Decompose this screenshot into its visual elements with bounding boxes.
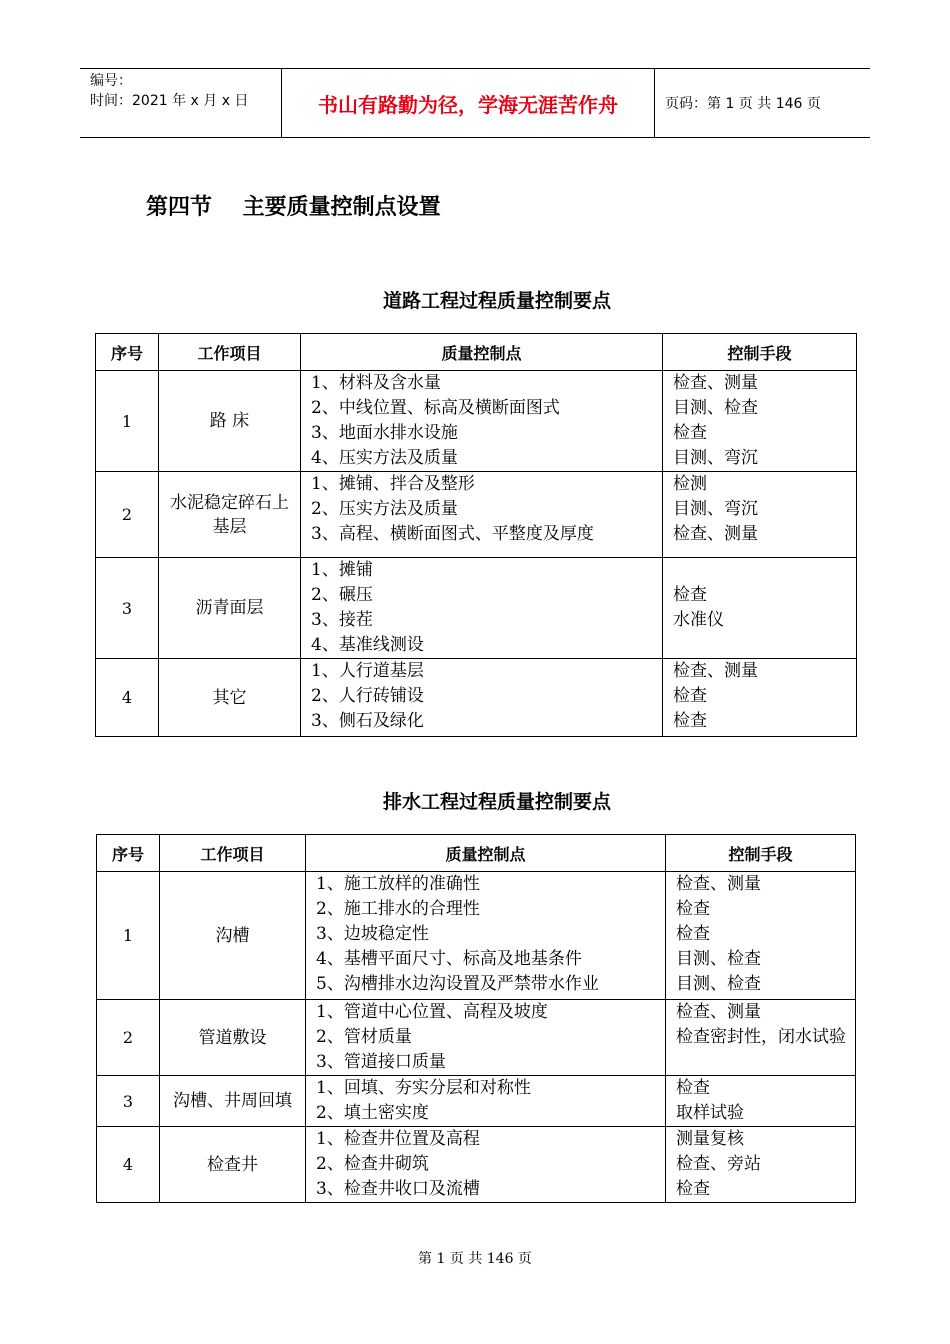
table-row: [97, 1127, 856, 1203]
control-method: 检查: [676, 1179, 710, 1199]
control-method: 目测、检查: [676, 974, 761, 994]
control-means: [666, 1127, 856, 1203]
control-points: [306, 872, 666, 1000]
control-point: 1、回填、夯实分层和对称性: [316, 1078, 531, 1098]
row-number: 3: [96, 558, 159, 659]
control-point: 3、地面水排水设施: [311, 423, 458, 443]
control-point: 1、检查井位置及高程: [316, 1129, 480, 1149]
control-point: 2、人行砖铺设: [311, 686, 424, 706]
control-means: [663, 659, 857, 737]
header-page-label: 页码：第 1 页 共 146 页: [665, 96, 821, 112]
work-item: [159, 659, 301, 737]
control-point: 2、填土密实度: [316, 1103, 429, 1123]
table1-title: 道路工程过程质量控制要点: [382, 290, 611, 312]
control-points: [306, 1127, 666, 1203]
work-item: [159, 558, 301, 659]
control-method: 测量复核: [676, 1129, 744, 1149]
control-point: 3、边坡稳定性: [316, 924, 429, 944]
table-row: [96, 659, 857, 737]
row-number: 3: [97, 1076, 160, 1127]
control-points: [306, 1000, 666, 1076]
control-point: 4、压实方法及质量: [311, 448, 458, 468]
control-method: 检查: [673, 585, 707, 605]
work-item-label: 管道敷设: [198, 1027, 267, 1048]
work-item: [160, 1076, 306, 1127]
row-number: 2: [97, 1000, 160, 1076]
control-points: [301, 558, 663, 659]
control-means: [666, 1000, 856, 1076]
column-header: 工作项目: [160, 835, 306, 872]
work-item: [160, 1127, 306, 1203]
control-point: 4、基槽平面尺寸、标高及地基条件: [316, 949, 582, 969]
control-point: 1、摊铺、拌合及整形: [311, 474, 475, 494]
control-points: [301, 472, 663, 558]
control-point: 2、管材质量: [316, 1027, 412, 1047]
control-means: [666, 1076, 856, 1127]
control-method: 目测、弯沉: [673, 499, 758, 519]
work-item-label: 检查井: [207, 1154, 258, 1175]
control-point: 3、侧石及绿化: [311, 711, 424, 731]
control-method: 检查: [676, 924, 710, 944]
work-item-label: 沥青面层: [195, 598, 264, 618]
column-header: 控制手段: [663, 334, 857, 371]
control-means: [666, 872, 856, 1000]
control-point: 3、接茬: [311, 610, 373, 630]
control-point: 1、摊铺: [311, 560, 373, 580]
control-method: 水准仪: [673, 610, 724, 630]
section-title: 第四节 主要质量控制点设置: [146, 195, 441, 220]
control-method: 目测、检查: [676, 949, 761, 969]
control-point: 3、检查井收口及流槽: [316, 1179, 480, 1199]
control-method: 检查: [673, 711, 707, 731]
column-header: 工作项目: [159, 334, 301, 371]
control-method: 目测、检查: [673, 398, 758, 418]
control-means: [663, 472, 857, 558]
column-header: 序号: [96, 334, 159, 371]
table-header-row: [96, 334, 857, 371]
control-point: 2、检查井砌筑: [316, 1154, 429, 1174]
control-points: [301, 371, 663, 472]
drainage-quality-table: [96, 834, 856, 1203]
header-meta: [80, 69, 282, 137]
control-method: 检查、测量: [676, 1002, 761, 1022]
control-method: 检测: [673, 474, 707, 494]
control-point: 2、中线位置、标高及横断面图式: [311, 398, 560, 418]
work-item: [160, 872, 306, 1000]
control-point: 2、压实方法及质量: [311, 499, 458, 519]
work-item: [159, 472, 301, 558]
control-point: 1、材料及含水量: [311, 373, 441, 393]
row-number: 4: [97, 1127, 160, 1203]
control-point: 1、施工放样的准确性: [316, 874, 480, 894]
table-header-row: [97, 835, 856, 872]
header-motto: 书山有路勤为径，学海无涯苦作舟: [282, 69, 655, 137]
row-number: 1: [97, 872, 160, 1000]
column-header: 控制手段: [666, 835, 856, 872]
time-label: 时间：2021 年 x 月 x 日: [90, 93, 249, 109]
control-method: 检查: [676, 1078, 710, 1098]
control-method: 检查、测量: [673, 373, 758, 393]
control-method: 取样试验: [676, 1103, 744, 1123]
table-row: [96, 558, 857, 659]
table-row: [96, 371, 857, 472]
table-row: [97, 1000, 856, 1076]
control-method: 检查: [676, 899, 710, 919]
control-point: 3、高程、横断面图式、平整度及厚度: [311, 524, 594, 544]
work-item: [159, 371, 301, 472]
control-means: [663, 558, 857, 659]
control-point: 2、施工排水的合理性: [316, 899, 480, 919]
control-points: [301, 659, 663, 737]
row-number: 2: [96, 472, 159, 558]
table-row: [97, 872, 856, 1000]
control-means: [663, 371, 857, 472]
column-header: 质量控制点: [301, 334, 663, 371]
road-quality-table: [95, 333, 857, 737]
work-item-label: 沟槽、井周回填: [173, 1091, 292, 1111]
control-point: 4、基准线测设: [311, 635, 424, 655]
control-point: 2、碾压: [311, 585, 373, 605]
column-header: 序号: [97, 835, 160, 872]
control-method: 检查: [673, 686, 707, 706]
control-point: 1、管道中心位置、高程及坡度: [316, 1002, 548, 1022]
control-method: 检查、测量: [673, 524, 758, 544]
work-item: [160, 1000, 306, 1076]
row-number: 1: [96, 371, 159, 472]
table2-title: 排水工程过程质量控制要点: [382, 791, 611, 813]
control-point: 5、沟槽排水边沟设置及严禁带水作业: [316, 974, 599, 994]
control-method: 检查、旁站: [676, 1154, 761, 1174]
work-item-label: 水泥稳定碎石上基层: [170, 492, 289, 537]
control-point: 1、人行道基层: [311, 661, 424, 681]
table-row: [97, 1076, 856, 1127]
work-item-label: 其它: [212, 687, 247, 708]
number-label: 编号：: [90, 73, 132, 89]
control-points: [306, 1076, 666, 1127]
work-item-label: 沟槽: [215, 925, 250, 946]
control-method: 检查: [673, 423, 707, 443]
control-method: 检查密封性，闭水试验: [676, 1027, 846, 1047]
control-point: 3、管道接口质量: [316, 1052, 446, 1072]
control-method: 检查、测量: [673, 661, 758, 681]
table-row: [96, 472, 857, 558]
row-number: 4: [96, 659, 159, 737]
page-footer: 第 1 页 共 146 页: [418, 1251, 532, 1267]
control-method: 检查、测量: [676, 874, 761, 894]
control-method: 目测、弯沉: [673, 448, 758, 468]
column-header: 质量控制点: [306, 835, 666, 872]
work-item-label: 路 床: [209, 411, 250, 431]
document-header: [80, 68, 870, 138]
